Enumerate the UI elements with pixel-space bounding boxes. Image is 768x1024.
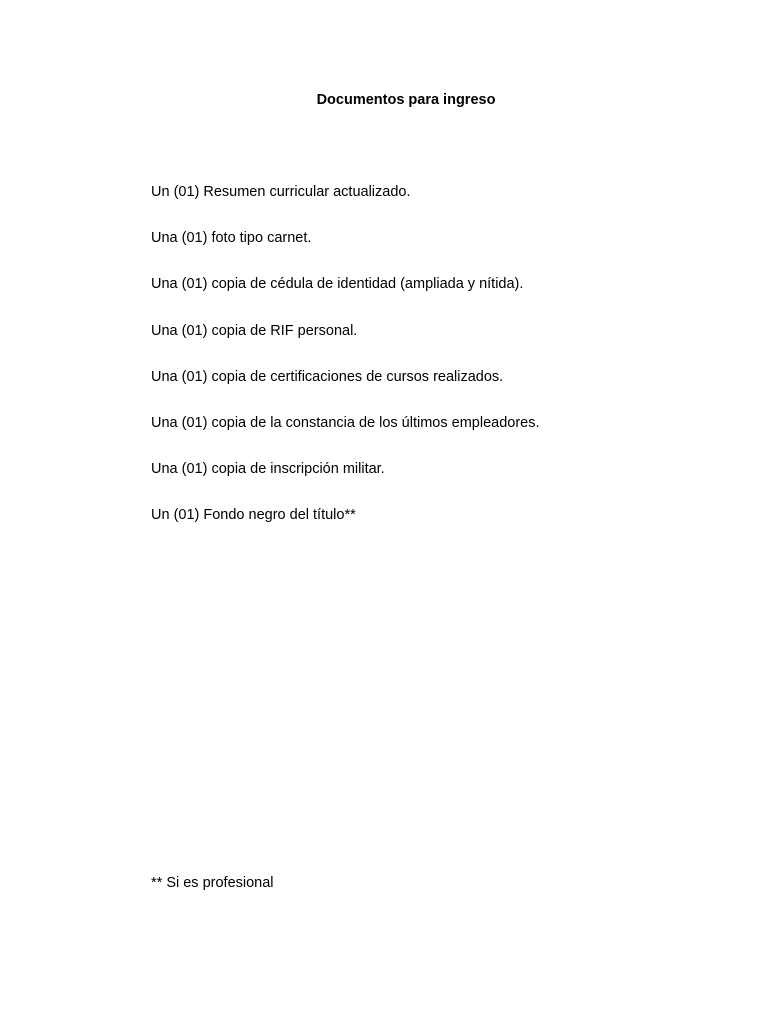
list-item: Una (01) copia de la constancia de los últimos empleadores. [151,414,540,431]
list-item: Un (01) Resumen curricular actualizado. [151,184,411,200]
list-item: Una (01) copia de cédula de identidad (ampliada y nítida). [151,276,524,293]
document-title: Documentos para ingreso [316,92,496,108]
requirements-list [151,182,540,552]
list-item: Una (01) copia de certificaciones de cursos realizados. [151,368,504,385]
list-item: Una (01) copia de inscripción militar. [151,461,385,478]
footnote: ** Si es profesional [151,875,274,891]
list-item: Una (01) foto tipo carnet. [151,230,312,247]
list-item: Una (01) copia de RIF personal. [151,322,358,339]
list-item: Un (01) Fondo negro del título** [151,507,356,524]
